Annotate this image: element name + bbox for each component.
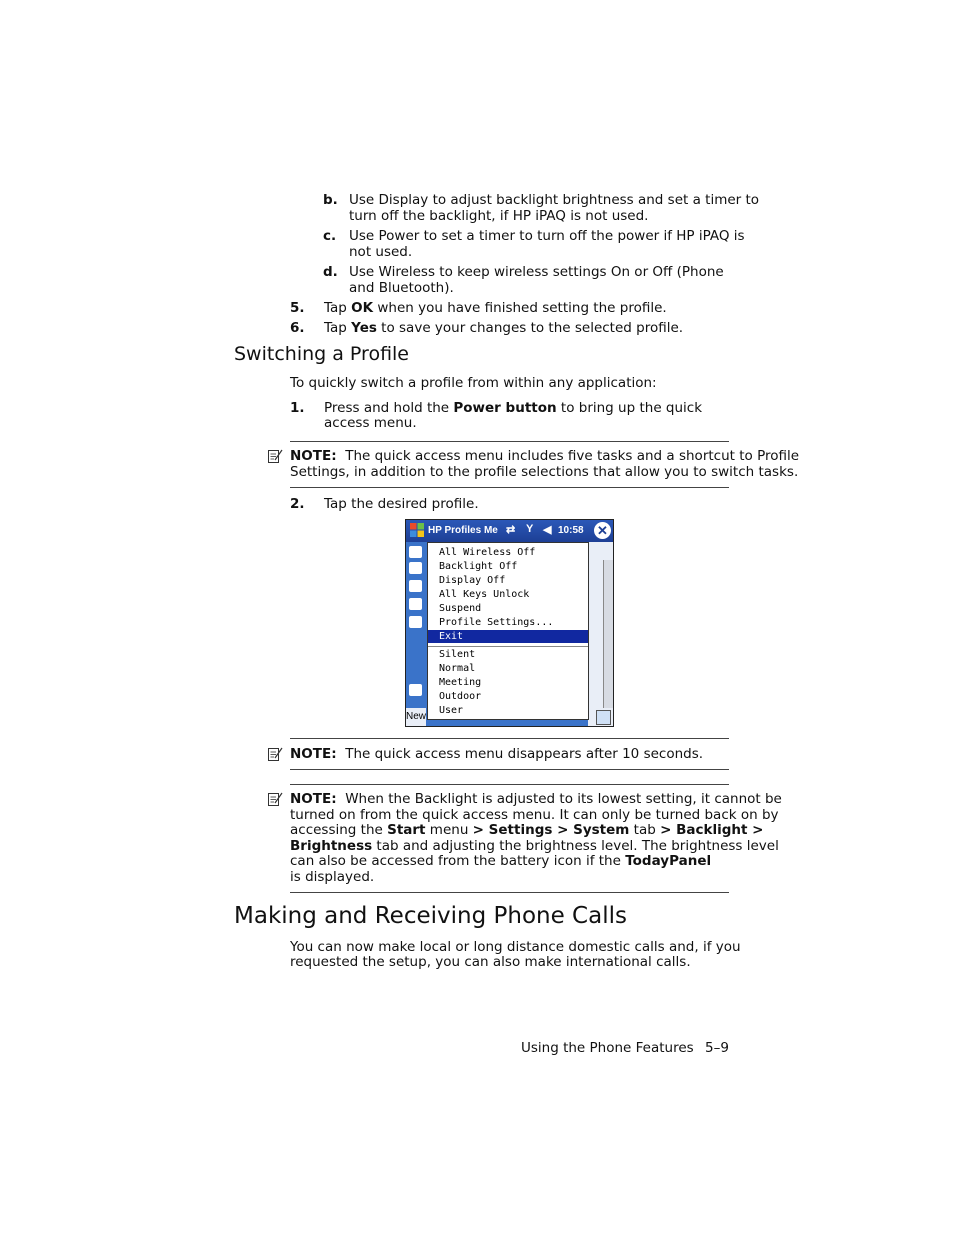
step-number: 5. bbox=[290, 300, 305, 316]
menu-item[interactable]: All Keys Unlock bbox=[439, 589, 530, 600]
note-rule bbox=[290, 892, 729, 893]
substep-number: c. bbox=[323, 228, 337, 244]
note-text: NOTE: The quick access menu disappears after 10 seconds. bbox=[290, 746, 704, 762]
note-text: is displayed. bbox=[290, 869, 375, 885]
softkey-new[interactable]: New bbox=[406, 708, 426, 726]
step-text: access menu. bbox=[324, 415, 417, 431]
substep-text: and Bluetooth). bbox=[349, 280, 454, 296]
menu-item-exit[interactable]: Exit bbox=[439, 631, 464, 642]
menu-item-selected[interactable] bbox=[428, 630, 588, 643]
substep-number: b. bbox=[323, 192, 338, 208]
calendar-icon[interactable] bbox=[409, 546, 422, 558]
folder-icon[interactable] bbox=[409, 684, 422, 696]
footer-chapter: Using the Phone Features bbox=[521, 1040, 694, 1056]
note-icon bbox=[267, 791, 283, 807]
substep-text: Use Wireless to keep wireless settings On or Off (Phone bbox=[349, 264, 724, 280]
step-text: Tap the desired profile. bbox=[324, 496, 479, 512]
section-text: You can now make local or long distance domestic calls and, if you bbox=[290, 939, 741, 955]
note-text: Settings, in addition to the profile selections that allow you to switch tasks. bbox=[290, 464, 799, 480]
pda-title-bar bbox=[406, 520, 613, 542]
profile-item[interactable]: Normal bbox=[439, 663, 476, 674]
pda-title-text: HP Profiles Me bbox=[428, 525, 498, 536]
note-text: NOTE: The quick access menu includes five tasks and a shortcut to Profile bbox=[290, 448, 800, 464]
step-number: 1. bbox=[290, 400, 305, 416]
profile-item[interactable]: User bbox=[439, 705, 464, 716]
pda-clock[interactable]: 10:58 bbox=[558, 525, 584, 536]
menu-item[interactable]: All Wireless Off bbox=[439, 547, 536, 558]
step-text: Tap Yes to save your changes to the selected profile. bbox=[324, 320, 684, 336]
note-icon bbox=[267, 448, 283, 464]
quick-access-menu bbox=[427, 542, 589, 720]
inbox-icon[interactable] bbox=[409, 580, 422, 592]
signal-off-icon[interactable]: Y bbox=[526, 523, 534, 535]
section-intro: To quickly switch a profile from within any application: bbox=[290, 375, 657, 391]
profile-item[interactable]: Meeting bbox=[439, 677, 482, 688]
step-number: 2. bbox=[290, 496, 305, 512]
menu-item[interactable]: Backlight Off bbox=[439, 561, 518, 572]
section-heading: Making and Receiving Phone Calls bbox=[234, 903, 627, 929]
footer-page-number: 5–9 bbox=[705, 1040, 729, 1056]
section-text: requested the setup, you can also make international calls. bbox=[290, 954, 691, 970]
note-text: turned on from the quick access menu. It can only be turned back on by bbox=[290, 807, 779, 823]
input-panel-icon[interactable] bbox=[596, 710, 611, 725]
step-text: Tap OK when you have finished setting the profile. bbox=[324, 300, 667, 316]
step-text: Press and hold the Power button to bring up the quick bbox=[324, 400, 703, 416]
profile-item[interactable]: Silent bbox=[439, 649, 476, 660]
menu-item[interactable]: Profile Settings... bbox=[439, 617, 554, 628]
tasks-icon[interactable] bbox=[409, 598, 422, 610]
menu-item[interactable]: Suspend bbox=[439, 603, 482, 614]
substep-text: turn off the backlight, if HP iPAQ is not used. bbox=[349, 208, 649, 224]
menu-item[interactable]: Display Off bbox=[439, 575, 506, 586]
profile-item[interactable]: Outdoor bbox=[439, 691, 482, 702]
volume-icon[interactable]: ◀ bbox=[543, 524, 552, 536]
substep-text: Use Power to set a timer to turn off the power if HP iPAQ is bbox=[349, 228, 745, 244]
contacts-icon[interactable] bbox=[409, 562, 422, 574]
substep-text: not used. bbox=[349, 244, 413, 260]
windows-start-icon[interactable] bbox=[409, 522, 425, 538]
note-rule bbox=[290, 769, 729, 770]
substep-text: Use Display to adjust backlight brightness and set a timer to bbox=[349, 192, 760, 208]
close-icon[interactable]: ✕ bbox=[594, 522, 611, 539]
scrollbar[interactable] bbox=[603, 560, 613, 708]
section-heading: Switching a Profile bbox=[234, 343, 409, 365]
note-text: accessing the Start menu > Settings > System tab > Backlight > bbox=[290, 822, 764, 838]
note-rule bbox=[290, 441, 729, 442]
note-rule bbox=[290, 784, 729, 785]
note-text: Brightness tab and adjusting the brightness level. The brightness level bbox=[290, 838, 779, 854]
connectivity-icon[interactable]: ⇄ bbox=[506, 524, 516, 536]
note-text: can also be accessed from the battery icon if the TodayPanel bbox=[290, 853, 712, 869]
pda-screenshot bbox=[405, 519, 614, 727]
notes-icon[interactable] bbox=[409, 616, 422, 628]
note-rule bbox=[290, 738, 729, 739]
note-rule bbox=[290, 487, 729, 488]
step-number: 6. bbox=[290, 320, 305, 336]
pda-today-strip bbox=[406, 542, 426, 726]
note-text: NOTE: When the Backlight is adjusted to its lowest setting, it cannot be bbox=[290, 791, 782, 807]
substep-number: d. bbox=[323, 264, 338, 280]
menu-separator bbox=[428, 646, 588, 647]
note-icon bbox=[267, 746, 283, 762]
